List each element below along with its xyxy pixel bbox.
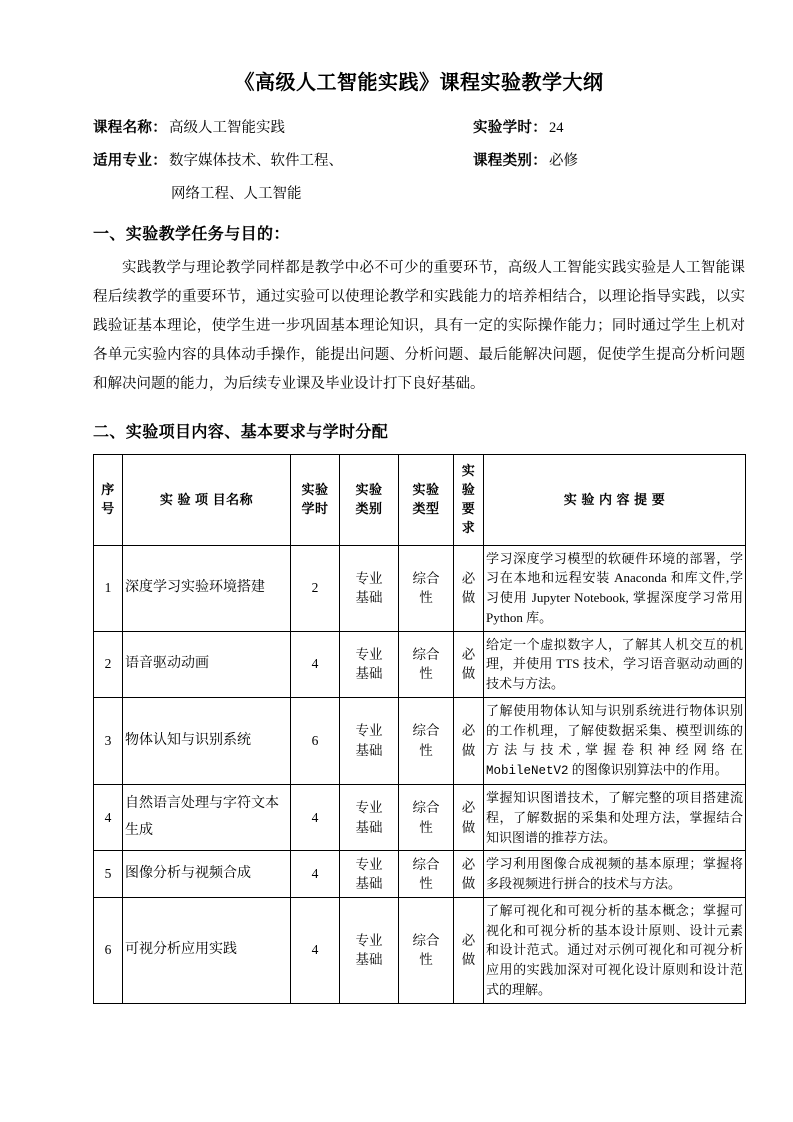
row-hours: 2 xyxy=(291,545,340,631)
row-type xyxy=(399,697,454,784)
row-description xyxy=(484,697,746,784)
row-description xyxy=(484,631,746,697)
table-row xyxy=(94,851,746,898)
row-hours: 4 xyxy=(291,897,340,1003)
row-no: 3 xyxy=(94,697,123,784)
row-type xyxy=(399,897,454,1003)
table-row xyxy=(94,785,746,851)
row-requirement: 必做 xyxy=(454,785,484,851)
row-no: 2 xyxy=(94,631,123,697)
header-no xyxy=(94,455,123,545)
meta-majors xyxy=(93,151,473,173)
header-category-line1: 实验 xyxy=(355,482,383,498)
page-title: 《高级人工智能实践》课程实验教学大纲 xyxy=(234,72,604,94)
lab-hours-label: 实验学时： xyxy=(473,120,547,136)
row-description-text: 了解使用物体认知与识别系统进行物体识别的工作机理，了解使数据采集、模型训练的方法与技术,掌握卷积神经网络在 xyxy=(486,702,743,758)
row-hours: 6 xyxy=(291,697,340,784)
row-name: 语音驱动动画 xyxy=(123,631,291,697)
row-type-line1: 综合 xyxy=(412,646,440,662)
row-requirement: 必做 xyxy=(454,631,484,697)
majors-label: 适用专业： xyxy=(93,152,167,169)
section-one-heading: 一、实验教学任务与目的： xyxy=(93,226,290,244)
table-row xyxy=(94,631,746,697)
meta-row-course-name xyxy=(93,118,745,140)
row-category-line2: 基础 xyxy=(355,590,383,606)
header-requirement-line2: 要求 xyxy=(461,500,476,535)
lab-hours-value: 24 xyxy=(549,120,564,136)
row-description-text: 掌握知识图谱技术，了解完整的项目搭建流程，了解数据的采集和处理方法，掌握结合知识图谱的推荐方法。 xyxy=(486,790,743,845)
table-body xyxy=(94,545,746,1003)
row-category-line1: 专业 xyxy=(355,723,383,739)
row-category xyxy=(340,851,399,898)
row-hours: 4 xyxy=(291,785,340,851)
row-description-text: 学习深度学习模型的软硬件环境的部署，学习在本地和远程安装 Anaconda 和库文件,学习使用 Jupyter Notebook, 掌握深度学习常用 Python 库。 xyxy=(486,550,743,625)
row-type xyxy=(399,785,454,851)
row-category-line2: 基础 xyxy=(355,666,383,682)
row-type-line2: 性 xyxy=(419,876,433,892)
row-type-line2: 性 xyxy=(419,952,433,968)
majors-value-line2: 网络工程、人工智能 xyxy=(171,185,302,202)
table-row xyxy=(94,897,746,1003)
row-category-line1: 专业 xyxy=(355,570,383,586)
row-category-line2: 基础 xyxy=(355,743,383,758)
row-hours: 4 xyxy=(291,631,340,697)
row-description-text: 学习利用图像合成视频的基本原理；掌握将多段视频进行拼合的技术与方法。 xyxy=(486,856,743,892)
row-category xyxy=(340,631,399,697)
header-hours-line1: 实验 xyxy=(301,482,329,498)
row-no: 6 xyxy=(94,897,123,1003)
row-type-line1: 综合 xyxy=(412,800,440,816)
row-category-line2: 基础 xyxy=(355,952,383,968)
row-no: 1 xyxy=(94,545,123,631)
row-name: 图像分析与视频合成 xyxy=(123,851,291,898)
course-name-value: 高级人工智能实践 xyxy=(169,120,285,136)
row-type-line1: 综合 xyxy=(412,570,440,586)
row-category-line2: 基础 xyxy=(355,876,383,892)
row-requirement: 必做 xyxy=(454,545,484,631)
row-type-line1: 综合 xyxy=(412,856,440,872)
row-category xyxy=(340,697,399,784)
course-category-label: 课程类别： xyxy=(473,152,547,169)
header-hours xyxy=(291,455,340,545)
row-no: 5 xyxy=(94,851,123,898)
row-category-line1: 专业 xyxy=(355,856,383,872)
row-category-line1: 专业 xyxy=(355,800,383,816)
row-name: 深度学习实验环境搭建 xyxy=(123,545,291,631)
table-row xyxy=(94,545,746,631)
meta-course-name xyxy=(93,118,473,140)
row-description xyxy=(484,851,746,898)
table-header-row xyxy=(94,455,746,545)
row-type xyxy=(399,851,454,898)
document-content xyxy=(93,70,745,1004)
header-category xyxy=(340,455,399,545)
row-requirement: 必做 xyxy=(454,897,484,1003)
table-row xyxy=(94,697,746,784)
header-hours-line2: 学时 xyxy=(301,500,329,516)
row-type-line1: 综合 xyxy=(412,932,440,948)
row-description-text: 给定一个虚拟数字人，了解其人机交互的机理，并使用 TTS 技术，学习语音驱动动画的技术与方法。 xyxy=(486,636,743,692)
header-type xyxy=(399,455,454,545)
course-meta-block xyxy=(93,118,745,205)
meta-row-majors xyxy=(93,151,745,173)
header-no-line2: 号 xyxy=(101,500,115,516)
row-category xyxy=(340,545,399,631)
row-type-line2: 性 xyxy=(419,743,433,758)
meta-lab-hours xyxy=(473,118,745,140)
header-type-line1: 实验 xyxy=(412,482,440,498)
header-name: 实 验 项 目名称 xyxy=(123,455,291,545)
section-two-heading: 二、实验项目内容、基本要求与学时分配 xyxy=(93,424,389,442)
majors-value-line1: 数字媒体技术、软件工程、 xyxy=(169,152,343,169)
header-requirement-line1: 实验 xyxy=(461,463,476,498)
row-requirement: 必做 xyxy=(454,697,484,784)
row-name: 可视分析应用实践 xyxy=(123,897,291,1003)
course-name-label: 课程名称： xyxy=(93,120,167,136)
header-requirement xyxy=(454,455,484,545)
row-category-line1: 专业 xyxy=(355,646,383,662)
row-description-text: 了解可视化和可视分析的基本概念；掌握可视化和可视分析的基本设计原则、设计元素和设计范式。通过对示例可视化和可视分析应用的实践加深对可视化设计原则和设计范式的理解。 xyxy=(486,902,743,997)
row-type xyxy=(399,545,454,631)
row-type-line1: 综合 xyxy=(412,723,440,739)
header-type-line2: 类型 xyxy=(412,500,440,516)
row-type-line2: 性 xyxy=(419,590,433,606)
row-type-line2: 性 xyxy=(419,666,433,682)
row-description xyxy=(484,545,746,631)
row-name: 自然语言处理与字符文本生成 xyxy=(123,785,291,851)
row-description xyxy=(484,897,746,1003)
row-category xyxy=(340,785,399,851)
experiment-projects-table xyxy=(93,454,746,1003)
row-requirement: 必做 xyxy=(454,851,484,898)
row-description-code: MobileNetV2 xyxy=(486,764,569,779)
row-type-line2: 性 xyxy=(419,819,433,835)
meta-course-category xyxy=(473,151,745,173)
row-hours: 4 xyxy=(291,851,340,898)
header-no-line1: 序 xyxy=(101,482,115,498)
header-category-line2: 类别 xyxy=(355,500,383,516)
header-description: 实 验 内 容 提 要 xyxy=(484,455,746,545)
row-description-text-tail: 的图像识别算法中的作用。 xyxy=(568,762,728,778)
row-category-line1: 专业 xyxy=(355,932,383,948)
row-category xyxy=(340,897,399,1003)
row-category-line2: 基础 xyxy=(355,819,383,835)
row-name: 物体认知与识别系统 xyxy=(123,697,291,784)
section-one-paragraph: 实践教学与理论教学同样都是教学中必不可少的重要环节，高级人工智能实践实验是人工智能课程后续教学的重要环节，通过实验可以使理论教学和实践能力的培养相结合，以理论指导实践，以实践验证基本理论，使学生进一步巩固基本理论知识，具有一定的实际操作能力；同时通过学生上机对各单元实验内容的具体动手操作，能提出问题、分析问题、最后能解决问题，促使学生提高分析问题和解决问题的能力，为后续专业课及毕业设计打下良好基础。 xyxy=(93,260,745,393)
course-category-value: 必修 xyxy=(549,152,578,169)
row-type xyxy=(399,631,454,697)
row-no: 4 xyxy=(94,785,123,851)
row-description xyxy=(484,785,746,851)
